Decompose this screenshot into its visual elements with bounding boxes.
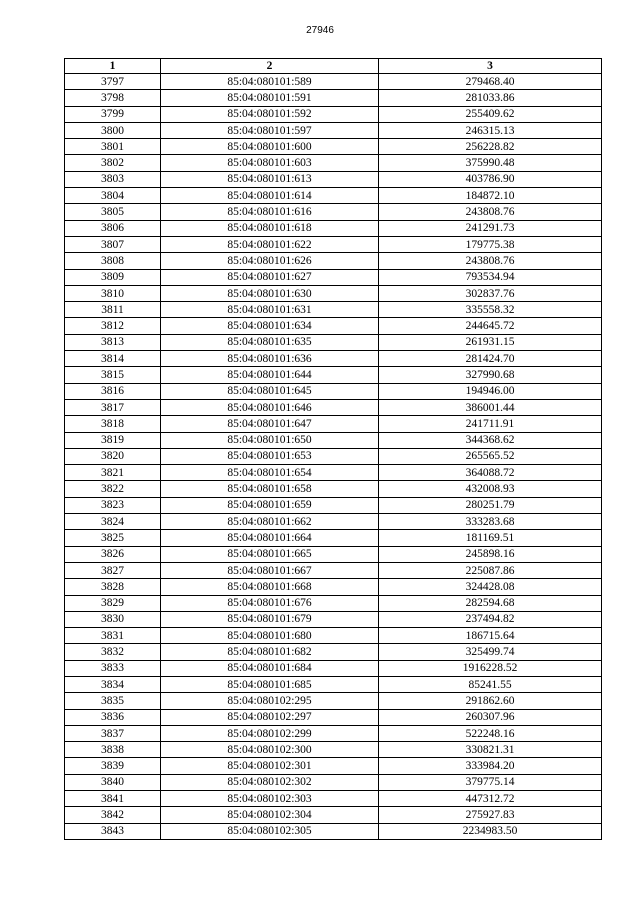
value-cell: 2234983.50 [379, 823, 602, 839]
row-number-cell: 3829 [65, 595, 161, 611]
row-number-cell: 3806 [65, 220, 161, 236]
table-row [65, 334, 602, 350]
table-row [65, 236, 602, 252]
value-cell: 364088.72 [379, 465, 602, 481]
value-cell: 386001.44 [379, 399, 602, 415]
cadastral-number-cell: 85:04:080102:299 [161, 725, 379, 741]
table-row [65, 139, 602, 155]
row-number-cell: 3797 [65, 74, 161, 90]
cadastral-number-cell: 85:04:080101:647 [161, 416, 379, 432]
value-cell: 225087.86 [379, 562, 602, 578]
value-cell: 186715.64 [379, 628, 602, 644]
row-number-cell: 3799 [65, 106, 161, 122]
cadastral-number-cell: 85:04:080101:597 [161, 122, 379, 138]
value-cell: 447312.72 [379, 791, 602, 807]
row-number-cell: 3838 [65, 742, 161, 758]
row-number-cell: 3826 [65, 546, 161, 562]
cadastral-number-cell: 85:04:080101:682 [161, 644, 379, 660]
row-number-cell: 3819 [65, 432, 161, 448]
cadastral-number-cell: 85:04:080101:591 [161, 90, 379, 106]
row-number-cell: 3824 [65, 514, 161, 530]
row-number-cell: 3840 [65, 774, 161, 790]
row-number-cell: 3832 [65, 644, 161, 660]
value-cell: 522248.16 [379, 725, 602, 741]
table-row [65, 253, 602, 269]
table-row [65, 791, 602, 807]
value-cell: 281033.86 [379, 90, 602, 106]
cadastral-number-cell: 85:04:080101:676 [161, 595, 379, 611]
value-cell: 375990.48 [379, 155, 602, 171]
cadastral-number-cell: 85:04:080101:616 [161, 204, 379, 220]
cadastral-number-cell: 85:04:080101:636 [161, 351, 379, 367]
row-number-cell: 3841 [65, 791, 161, 807]
value-cell: 1916228.52 [379, 660, 602, 676]
table-row [65, 285, 602, 301]
cadastral-number-cell: 85:04:080101:662 [161, 514, 379, 530]
table-body [65, 74, 602, 840]
value-cell: 237494.82 [379, 611, 602, 627]
value-cell: 275927.83 [379, 807, 602, 823]
table-row [65, 432, 602, 448]
table-row [65, 562, 602, 578]
registry-table [64, 58, 602, 840]
row-number-cell: 3831 [65, 628, 161, 644]
cadastral-number-cell: 85:04:080101:654 [161, 465, 379, 481]
value-cell: 85241.55 [379, 676, 602, 692]
value-cell: 246315.13 [379, 122, 602, 138]
value-cell: 403786.90 [379, 171, 602, 187]
value-cell: 184872.10 [379, 188, 602, 204]
cadastral-number-cell: 85:04:080102:305 [161, 823, 379, 839]
table-row [65, 660, 602, 676]
value-cell: 243808.76 [379, 204, 602, 220]
cadastral-number-cell: 85:04:080101:592 [161, 106, 379, 122]
cadastral-number-cell: 85:04:080101:603 [161, 155, 379, 171]
row-number-cell: 3833 [65, 660, 161, 676]
value-cell: 280251.79 [379, 497, 602, 513]
table-row [65, 399, 602, 415]
row-number-cell: 3825 [65, 530, 161, 546]
row-number-cell: 3803 [65, 171, 161, 187]
row-number-cell: 3828 [65, 579, 161, 595]
row-number-cell: 3811 [65, 302, 161, 318]
table-row [65, 823, 602, 839]
cadastral-number-cell: 85:04:080101:627 [161, 269, 379, 285]
column-header-3: 3 [379, 59, 602, 74]
cadastral-number-cell: 85:04:080101:631 [161, 302, 379, 318]
table-row [65, 530, 602, 546]
value-cell: 302837.76 [379, 285, 602, 301]
cadastral-number-cell: 85:04:080101:600 [161, 139, 379, 155]
cadastral-number-cell: 85:04:080101:630 [161, 285, 379, 301]
cadastral-number-cell: 85:04:080101:653 [161, 448, 379, 464]
row-number-cell: 3808 [65, 253, 161, 269]
value-cell: 260307.96 [379, 709, 602, 725]
value-cell: 194946.00 [379, 383, 602, 399]
row-number-cell: 3816 [65, 383, 161, 399]
row-number-cell: 3818 [65, 416, 161, 432]
table-row [65, 709, 602, 725]
value-cell: 179775.38 [379, 236, 602, 252]
cadastral-number-cell: 85:04:080101:668 [161, 579, 379, 595]
cadastral-number-cell: 85:04:080101:667 [161, 562, 379, 578]
value-cell: 282594.68 [379, 595, 602, 611]
table-row [65, 90, 602, 106]
value-cell: 255409.62 [379, 106, 602, 122]
row-number-cell: 3821 [65, 465, 161, 481]
value-cell: 432008.93 [379, 481, 602, 497]
table-row [65, 383, 602, 399]
value-cell: 335558.32 [379, 302, 602, 318]
row-number-cell: 3800 [65, 122, 161, 138]
row-number-cell: 3812 [65, 318, 161, 334]
row-number-cell: 3810 [65, 285, 161, 301]
table-row [65, 611, 602, 627]
row-number-cell: 3814 [65, 351, 161, 367]
table-row [65, 546, 602, 562]
value-cell: 291862.60 [379, 693, 602, 709]
cadastral-number-cell: 85:04:080101:684 [161, 660, 379, 676]
cadastral-number-cell: 85:04:080101:658 [161, 481, 379, 497]
table-row [65, 758, 602, 774]
cadastral-number-cell: 85:04:080102:304 [161, 807, 379, 823]
row-number-cell: 3843 [65, 823, 161, 839]
table-row [65, 106, 602, 122]
row-number-cell: 3835 [65, 693, 161, 709]
value-cell: 243808.76 [379, 253, 602, 269]
cadastral-number-cell: 85:04:080101:635 [161, 334, 379, 350]
row-number-cell: 3809 [65, 269, 161, 285]
value-cell: 333283.68 [379, 514, 602, 530]
table-row [65, 644, 602, 660]
value-cell: 279468.40 [379, 74, 602, 90]
value-cell: 333984.20 [379, 758, 602, 774]
row-number-cell: 3839 [65, 758, 161, 774]
cadastral-number-cell: 85:04:080101:646 [161, 399, 379, 415]
value-cell: 344368.62 [379, 432, 602, 448]
row-number-cell: 3802 [65, 155, 161, 171]
cadastral-number-cell: 85:04:080101:613 [161, 171, 379, 187]
value-cell: 379775.14 [379, 774, 602, 790]
page-number: 27946 [306, 25, 334, 36]
table-row [65, 628, 602, 644]
value-cell: 793534.94 [379, 269, 602, 285]
row-number-cell: 3815 [65, 367, 161, 383]
cadastral-number-cell: 85:04:080101:634 [161, 318, 379, 334]
cadastral-number-cell: 85:04:080102:301 [161, 758, 379, 774]
header-row [65, 59, 602, 74]
table-row [65, 351, 602, 367]
value-cell: 281424.70 [379, 351, 602, 367]
row-number-cell: 3836 [65, 709, 161, 725]
row-number-cell: 3804 [65, 188, 161, 204]
cadastral-number-cell: 85:04:080102:297 [161, 709, 379, 725]
cadastral-number-cell: 85:04:080101:644 [161, 367, 379, 383]
cadastral-number-cell: 85:04:080101:614 [161, 188, 379, 204]
row-number-cell: 3820 [65, 448, 161, 464]
table-row [65, 269, 602, 285]
table-row [65, 448, 602, 464]
row-number-cell: 3827 [65, 562, 161, 578]
table-row [65, 465, 602, 481]
column-header-1: 1 [65, 59, 161, 74]
row-number-cell: 3830 [65, 611, 161, 627]
table-row [65, 74, 602, 90]
row-number-cell: 3834 [65, 676, 161, 692]
value-cell: 244645.72 [379, 318, 602, 334]
row-number-cell: 3798 [65, 90, 161, 106]
table-row [65, 416, 602, 432]
cadastral-number-cell: 85:04:080102:303 [161, 791, 379, 807]
table-row [65, 693, 602, 709]
cadastral-number-cell: 85:04:080101:685 [161, 676, 379, 692]
cadastral-number-cell: 85:04:080101:645 [161, 383, 379, 399]
table-row [65, 318, 602, 334]
table-row [65, 807, 602, 823]
row-number-cell: 3823 [65, 497, 161, 513]
row-number-cell: 3837 [65, 725, 161, 741]
row-number-cell: 3842 [65, 807, 161, 823]
cadastral-number-cell: 85:04:080102:295 [161, 693, 379, 709]
value-cell: 241711.91 [379, 416, 602, 432]
value-cell: 330821.31 [379, 742, 602, 758]
value-cell: 256228.82 [379, 139, 602, 155]
cadastral-number-cell: 85:04:080101:659 [161, 497, 379, 513]
table-row [65, 188, 602, 204]
cadastral-number-cell: 85:04:080101:665 [161, 546, 379, 562]
table-row [65, 725, 602, 741]
cadastral-number-cell: 85:04:080101:679 [161, 611, 379, 627]
table-row [65, 155, 602, 171]
cadastral-number-cell: 85:04:080101:622 [161, 236, 379, 252]
table-row [65, 514, 602, 530]
table-row [65, 579, 602, 595]
cadastral-number-cell: 85:04:080102:302 [161, 774, 379, 790]
table-row [65, 742, 602, 758]
table-header [65, 59, 602, 74]
cadastral-number-cell: 85:04:080101:664 [161, 530, 379, 546]
table-row [65, 595, 602, 611]
value-cell: 324428.08 [379, 579, 602, 595]
table-row [65, 774, 602, 790]
cadastral-number-cell: 85:04:080101:650 [161, 432, 379, 448]
row-number-cell: 3817 [65, 399, 161, 415]
value-cell: 241291.73 [379, 220, 602, 236]
row-number-cell: 3801 [65, 139, 161, 155]
table-row [65, 367, 602, 383]
value-cell: 181169.51 [379, 530, 602, 546]
table-row [65, 220, 602, 236]
table-row [65, 302, 602, 318]
value-cell: 325499.74 [379, 644, 602, 660]
value-cell: 245898.16 [379, 546, 602, 562]
cadastral-number-cell: 85:04:080101:618 [161, 220, 379, 236]
row-number-cell: 3822 [65, 481, 161, 497]
row-number-cell: 3805 [65, 204, 161, 220]
column-header-2: 2 [161, 59, 379, 74]
value-cell: 327990.68 [379, 367, 602, 383]
value-cell: 265565.52 [379, 448, 602, 464]
table-row [65, 171, 602, 187]
row-number-cell: 3807 [65, 236, 161, 252]
cadastral-number-cell: 85:04:080101:680 [161, 628, 379, 644]
cadastral-number-cell: 85:04:080102:300 [161, 742, 379, 758]
table-row [65, 204, 602, 220]
cadastral-number-cell: 85:04:080101:626 [161, 253, 379, 269]
cadastral-number-cell: 85:04:080101:589 [161, 74, 379, 90]
row-number-cell: 3813 [65, 334, 161, 350]
value-cell: 261931.15 [379, 334, 602, 350]
table-row [65, 481, 602, 497]
table-row [65, 676, 602, 692]
table-row [65, 497, 602, 513]
table-row [65, 122, 602, 138]
